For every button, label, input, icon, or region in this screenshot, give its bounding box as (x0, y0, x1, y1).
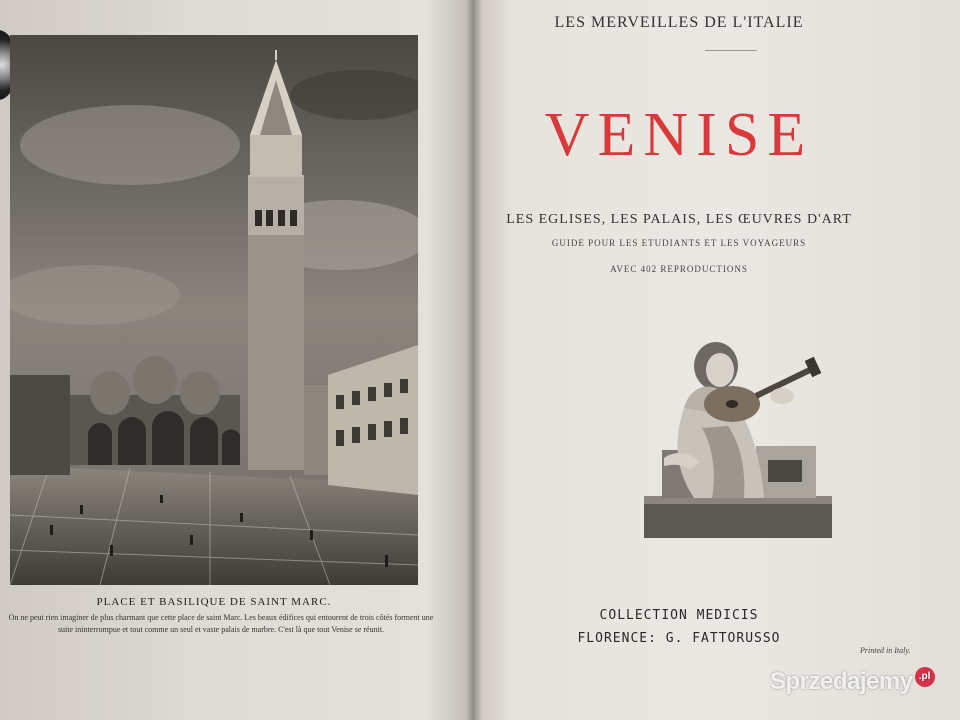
title-rule (705, 50, 757, 51)
piazza-san-marco-photo (10, 35, 418, 585)
plate-caption-body: On ne peut rien imaginer de plus charmant que cette place de saint Marc. Les beaux édifices qui entourent de trois côtés forment une suite ininterrompue et tout comme un seul et vaste palais de marbre. C'est là que tout Venise se réunit. (8, 613, 434, 634)
watermark-text: Sprzedajemy (770, 668, 913, 695)
lute-angel-vignette (644, 338, 832, 538)
book-title: VENISE (544, 101, 814, 169)
angel-illustration (644, 338, 832, 538)
site-watermark (770, 668, 935, 697)
collection-name: COLLECTION MEDICIS (599, 608, 759, 623)
guide-line: GUIDE POUR LES ETUDIANTS ET LES VOYAGEURS (551, 238, 807, 248)
reproductions-line: AVEC 402 REPRODUCTIONS (610, 264, 748, 274)
watermark-badge: .pl (915, 667, 935, 687)
series-title: LES MERVEILLES DE L'ITALIE (554, 14, 804, 31)
plate-caption-title: PLACE ET BASILIQUE DE SAINT MARC. (96, 596, 332, 608)
printed-in-note: Printed in Italy. (860, 646, 911, 655)
publisher-line: FLORENCE: G. FATTORUSSO (577, 631, 781, 646)
piazza-illustration (10, 35, 418, 585)
book-subtitle: LES EGLISES, LES PALAIS, LES ŒUVRES D'ART (506, 212, 852, 227)
